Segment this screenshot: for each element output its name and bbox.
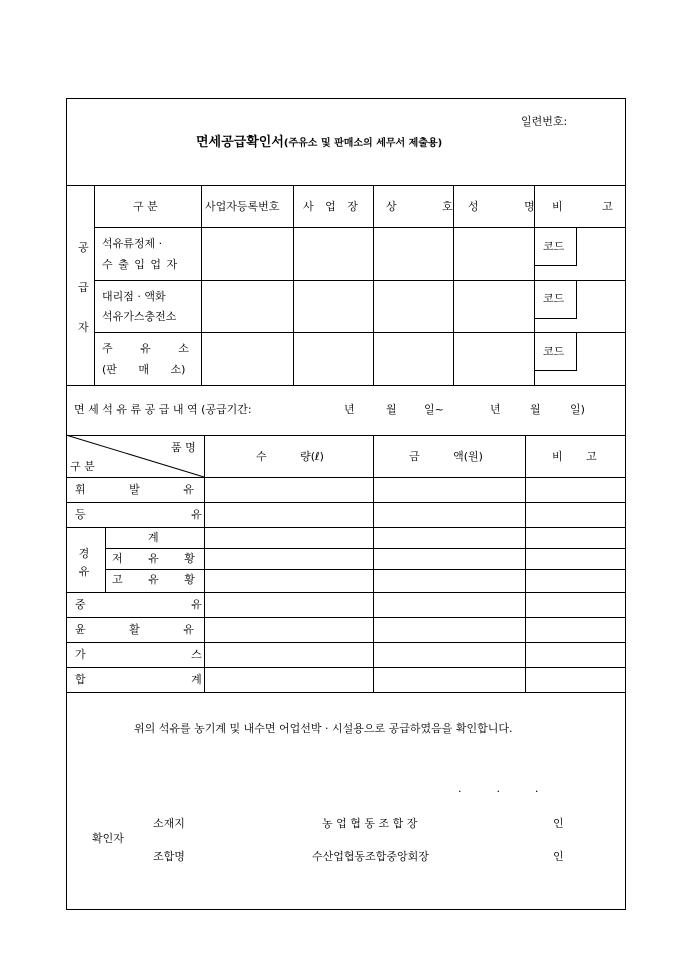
row-diesel-low-sulfur: 저 유 황: [112, 552, 195, 565]
period-month-1: 월: [386, 403, 397, 416]
col-name: 성 명: [468, 200, 535, 213]
supplier-row-2-line2: 석유가스충전소: [102, 310, 177, 323]
form-title-sub: (주유소 및 판매소의 세무서 제출용): [283, 138, 443, 149]
col-trade-name: 상 호: [386, 200, 453, 213]
col-business-reg-no: 사업자등록번호: [205, 200, 280, 213]
confirmation-statement: 위의 석유를 농기계 및 내수면 어업선박 · 시설용으로 공급하였음을 확인합니다.: [134, 722, 513, 735]
serial-number-label: 일련번호:: [521, 115, 568, 128]
address-value: 농 업 협 동 조 합 장: [322, 817, 418, 830]
row-heavy-oil: 중 유: [75, 598, 202, 611]
period-day-1: 일~: [424, 403, 444, 416]
col-business-site: 사 업 장: [303, 200, 358, 213]
code-label-2: 코드: [543, 292, 565, 305]
form-title-main: 면세공급확인서: [196, 135, 284, 150]
period-year-1: 년: [344, 403, 355, 416]
col-amount: 금 액(원): [409, 450, 483, 463]
union-value: 수산업협동조합중앙회장: [312, 850, 429, 863]
col-quantity: 수 량(ℓ): [256, 450, 324, 463]
supplier-side-label-2: 급: [78, 281, 89, 294]
supplier-row-3-line1: 주 유 소: [102, 342, 189, 355]
code-label-3: 코드: [543, 345, 565, 358]
corner-item-label: 품 명: [171, 441, 196, 454]
period-day-2: 일): [570, 403, 585, 416]
supplier-side-label-3: 자: [78, 321, 89, 334]
period-year-2: 년: [490, 403, 501, 416]
row-total: 합 계: [75, 673, 202, 686]
row-diesel-high-sulfur: 고 유 황: [112, 573, 195, 586]
supplier-side-label-1: 공: [78, 241, 89, 254]
address-label: 소재지: [153, 817, 185, 830]
address-seal: 인: [553, 817, 564, 830]
row-label: 휘 발 유: [75, 483, 194, 496]
supplier-row-1-line2: 수 출 입 업 자: [102, 258, 178, 271]
date-dots: . . .: [458, 782, 539, 795]
corner-category-label: 구 분: [70, 460, 95, 473]
row-gasoline: [75, 484, 197, 495]
col-category: 구 분: [133, 200, 158, 213]
supplier-row-1-line1: 석유류정제 ·: [102, 237, 163, 250]
row-lubricant: 윤 활 유: [75, 623, 194, 636]
code-label-1: 코드: [543, 240, 565, 253]
row-kerosene: 등 유: [75, 508, 202, 521]
confirmer-label: 확인자: [92, 832, 124, 845]
period-month-2: 월: [530, 403, 541, 416]
row-gas: 가 스: [75, 648, 202, 661]
union-seal: 인: [553, 850, 564, 863]
supplier-row-3-line2: (판 매 소): [102, 363, 186, 376]
supplier-row-2-line1: 대리점 · 액화: [102, 290, 166, 303]
col-remarks: 비 고: [552, 200, 613, 213]
row-diesel-total: 계: [148, 531, 159, 544]
supply-period-label: 면 세 석 유 류 공 급 내 역 (공급기간:: [74, 403, 252, 416]
col-detail-remarks: 비 고: [552, 450, 597, 463]
row-diesel-group: 경 유: [78, 547, 90, 578]
union-label: 조합명: [153, 850, 185, 863]
